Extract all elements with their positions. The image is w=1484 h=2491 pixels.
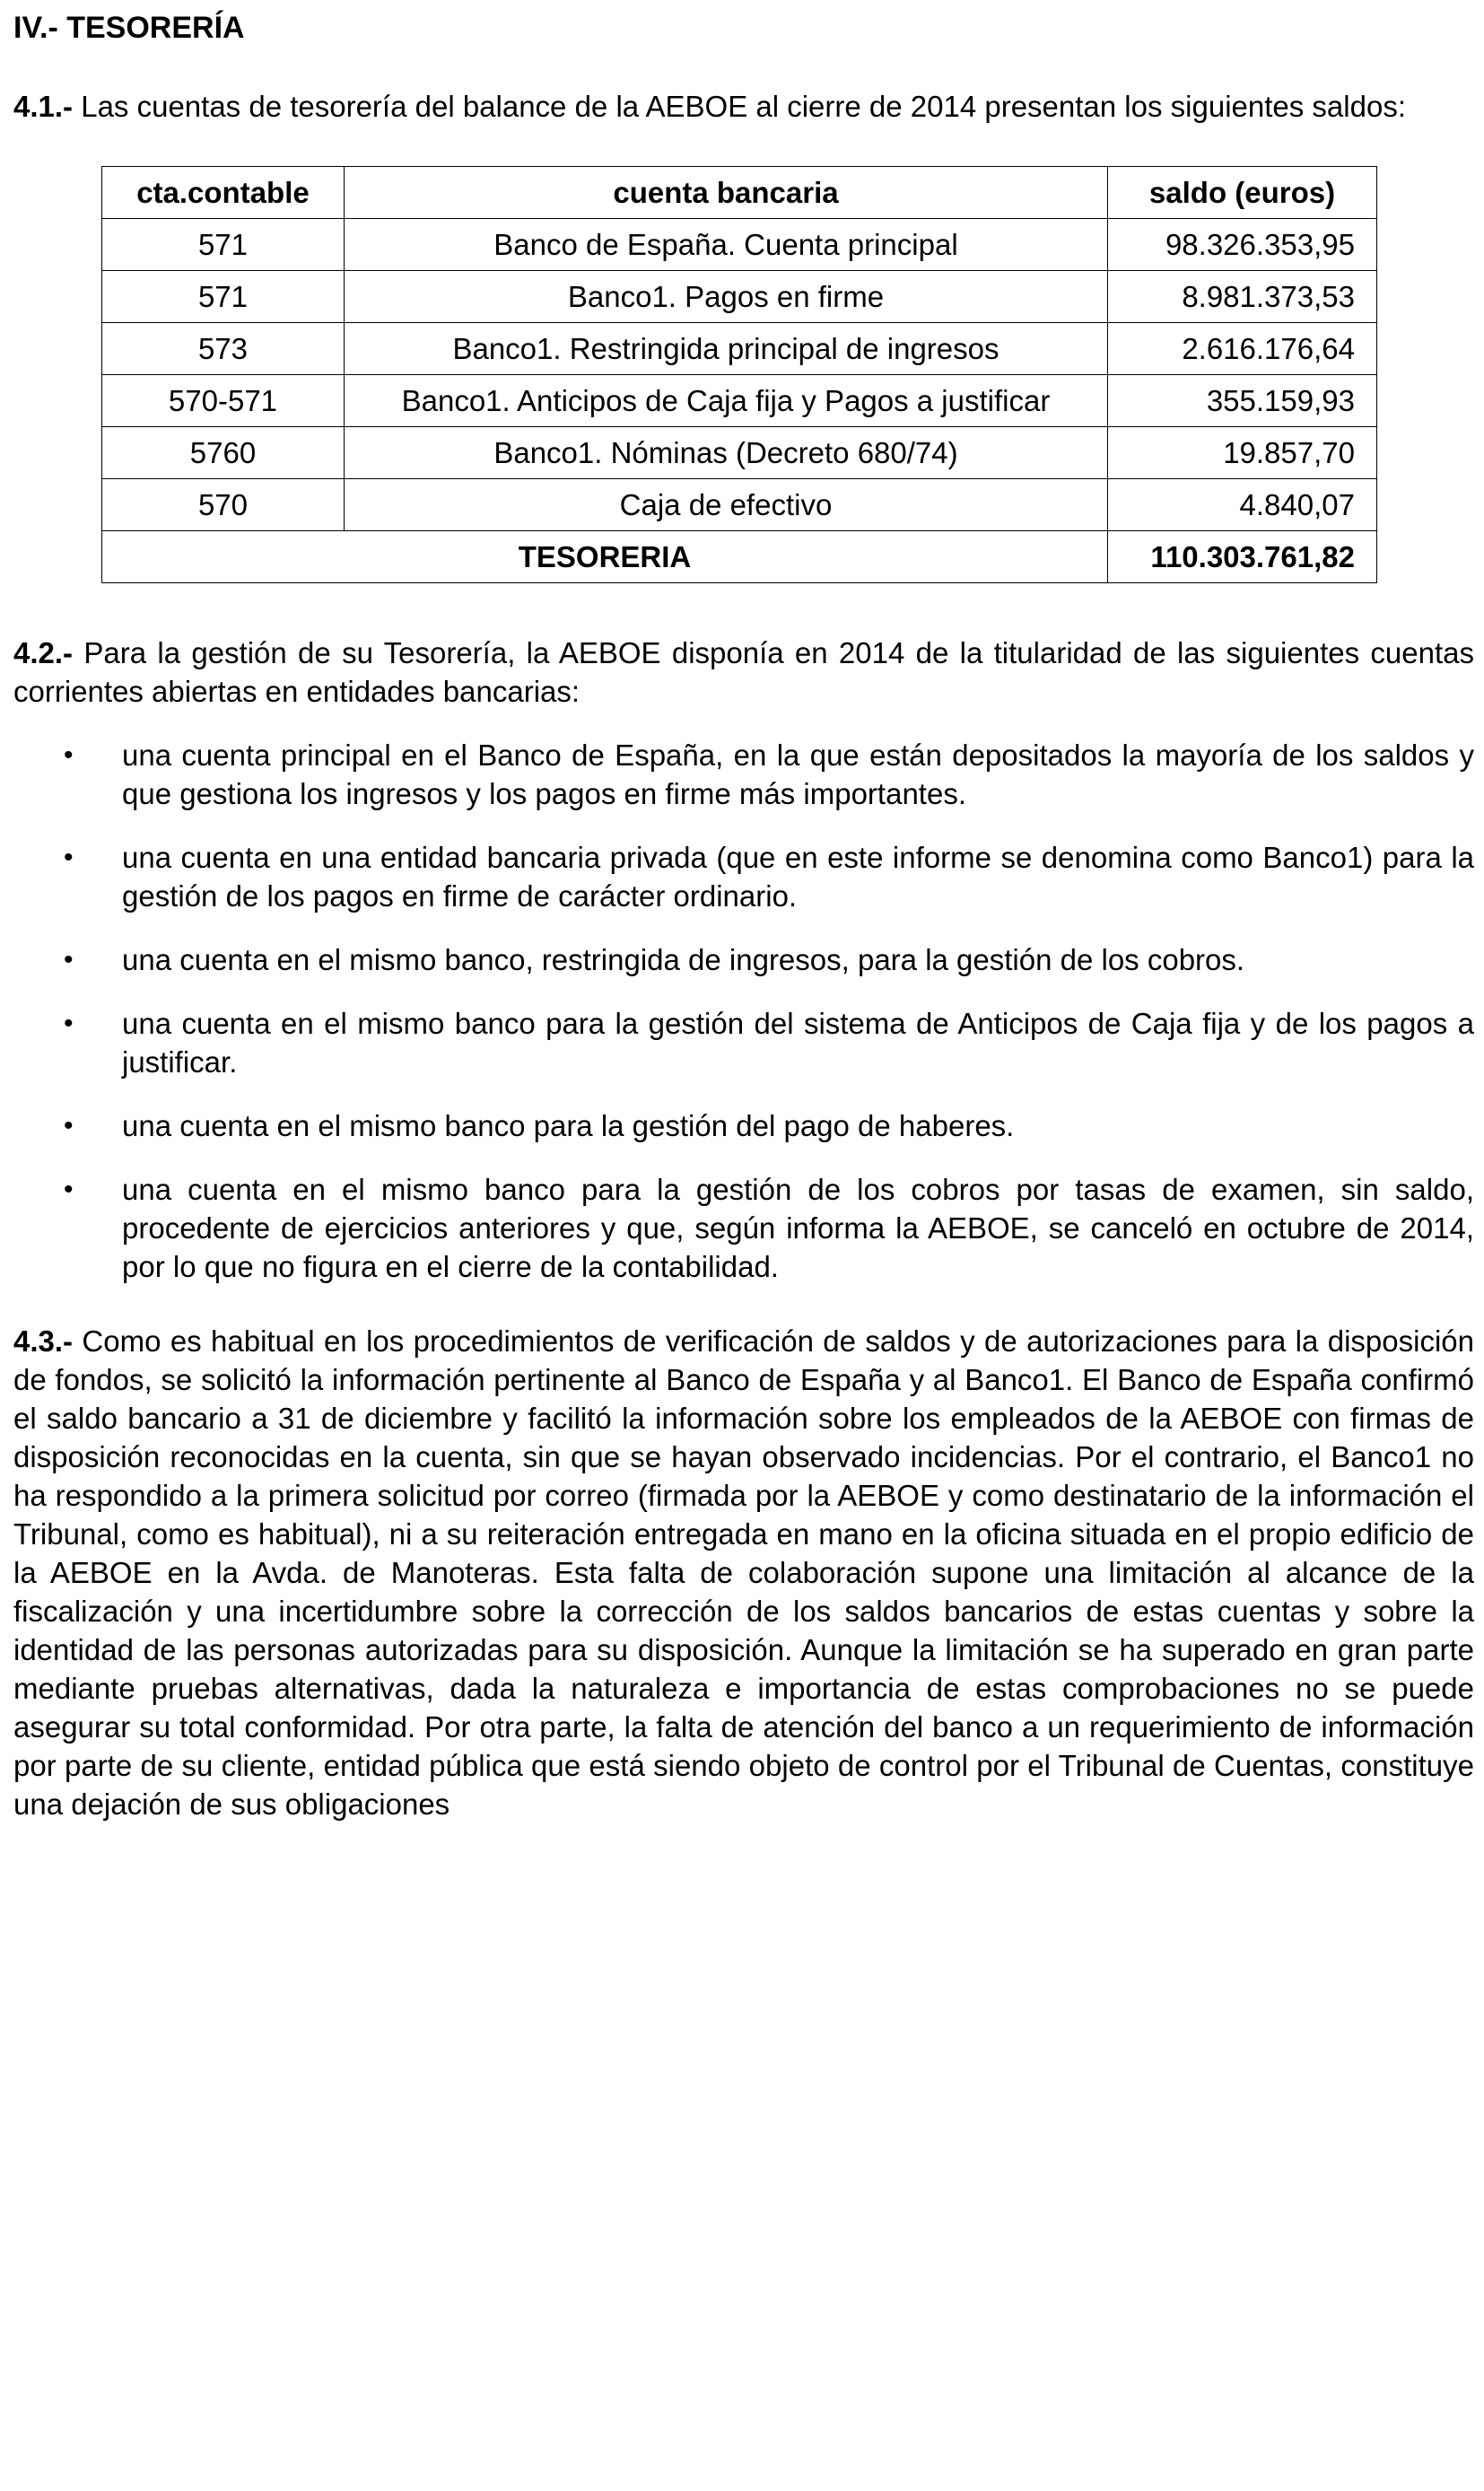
list-item bbox=[13, 940, 1474, 979]
column-header-cta: cta.contable bbox=[102, 167, 345, 219]
list-item-text: una cuenta en el mismo banco para la gestión del pago de haberes. bbox=[122, 1109, 1015, 1142]
cell-cuenta: Banco de España. Cuenta principal bbox=[344, 219, 1107, 271]
paragraph-text: Las cuentas de tesorería del balance de la AEBOE al cierre de 2014 presentan los siguientes saldos: bbox=[73, 90, 1406, 123]
paragraph-number: 4.2.- bbox=[13, 636, 74, 669]
table-row bbox=[102, 323, 1377, 375]
total-label: TESORERIA bbox=[102, 531, 1108, 583]
treasury-balances-table bbox=[101, 166, 1377, 583]
bullet-icon: • bbox=[64, 740, 74, 770]
section-heading: IV.- TESORERÍA bbox=[13, 11, 245, 45]
cell-saldo: 19.857,70 bbox=[1108, 427, 1377, 479]
paragraph-4-3 bbox=[13, 1322, 1474, 1823]
column-header-cuenta: cuenta bancaria bbox=[344, 167, 1107, 219]
list-item-text: una cuenta en el mismo banco para la gestión de los cobros por tasas de examen, sin saldo, procedente de ejercicios anteriores y que, según informa la AEBOE, se canceló en octubre de 2014, por lo que no figura en el cierre de la contabilidad. bbox=[122, 1173, 1474, 1283]
table-row bbox=[102, 375, 1377, 427]
list-item-text: una cuenta principal en el Banco de España, en la que están depositados la mayoría de los saldos y que gestiona los ingresos y los pagos en firme más importantes. bbox=[122, 739, 1474, 810]
paragraph-text: Como es habitual en los procedimientos de verificación de saldos y de autorizaciones para la disposición de fondos, se solicitó la información pertinente al Banco de España y al Banco1. El Banco de España confirmó el saldo bancario a 31 de diciembre y facilitó la información sobre los empleados de la AEBOE con firmas de disposición reconocidas en la cuenta, sin que se hayan observado incidencias. Por el contrario, el Banco1 no ha respondido a la primera solicitud por correo (firmada por la AEBOE y como destinatario de la información el Tribunal, como es habitual), ni a su reiteración entregada en mano en la oficina situada en el propio edificio de la AEBOE en la Avda. de Manoteras. Esta falta de colaboración supone una limitación al alcance de la fiscalización y una incertidumbre sobre la corrección de los saldos bancarios de estas cuentas y sobre la identidad de las personas autorizadas para su disposición. Aunque la limitación se ha superado en gran parte mediante pruebas alternativas, dada la naturaleza e importancia de estas comprobaciones no se puede asegurar su total conformidad. Por otra parte, la falta de atención del banco a un requerimiento de información por parte de su cliente, entidad pública que está siendo objeto de control por el Tribunal de Cuentas, constituye una dejación de sus obligaciones bbox=[13, 1324, 1474, 1821]
cell-saldo: 2.616.176,64 bbox=[1108, 323, 1377, 375]
bullet-icon: • bbox=[64, 1009, 74, 1038]
paragraph-number: 4.3.- bbox=[13, 1324, 74, 1358]
cell-cuenta: Caja de efectivo bbox=[344, 479, 1107, 531]
paragraph-number: 4.1.- bbox=[13, 90, 74, 123]
accounts-bullet-list bbox=[13, 736, 1474, 1286]
cell-cta: 573 bbox=[102, 323, 345, 375]
table-row bbox=[102, 219, 1377, 271]
bullet-icon: • bbox=[64, 945, 74, 975]
list-item-text: una cuenta en el mismo banco para la gestión del sistema de Anticipos de Caja fija y de los pagos a justificar. bbox=[122, 1007, 1474, 1079]
cell-cta: 571 bbox=[102, 271, 345, 323]
cell-saldo: 8.981.373,53 bbox=[1108, 271, 1377, 323]
table-row bbox=[102, 427, 1377, 479]
total-value: 110.303.761,82 bbox=[1108, 531, 1377, 583]
paragraph-text: Para la gestión de su Tesorería, la AEBOE disponía en 2014 de la titularidad de las siguientes cuentas corrientes abiertas en entidades bancarias: bbox=[13, 636, 1474, 708]
list-item bbox=[13, 1170, 1474, 1286]
list-item bbox=[13, 1106, 1474, 1145]
table-row bbox=[102, 271, 1377, 323]
cell-cuenta: Banco1. Anticipos de Caja fija y Pagos a justificar bbox=[344, 375, 1107, 427]
paragraph-4-2 bbox=[13, 634, 1474, 711]
list-item-text: una cuenta en el mismo banco, restringida de ingresos, para la gestión de los cobros. bbox=[122, 943, 1245, 976]
list-item bbox=[13, 1004, 1474, 1081]
cell-saldo: 4.840,07 bbox=[1108, 479, 1377, 531]
paragraph-4-1 bbox=[13, 87, 1474, 126]
table-total-row bbox=[102, 531, 1377, 583]
list-item bbox=[13, 838, 1474, 915]
table-row bbox=[102, 479, 1377, 531]
cell-cuenta: Banco1. Pagos en firme bbox=[344, 271, 1107, 323]
table-header-row bbox=[102, 167, 1377, 219]
bullet-icon: • bbox=[64, 843, 74, 872]
cell-cta: 570-571 bbox=[102, 375, 345, 427]
list-item-text: una cuenta en una entidad bancaria privada (que en este informe se denomina como Banco1) para la gestión de los pagos en firme de carácter ordinario. bbox=[122, 841, 1474, 913]
cell-cta: 5760 bbox=[102, 427, 345, 479]
cell-saldo: 355.159,93 bbox=[1108, 375, 1377, 427]
document-page bbox=[13, 9, 1474, 1823]
cell-saldo: 98.326.353,95 bbox=[1108, 219, 1377, 271]
cell-cuenta: Banco1. Nóminas (Decreto 680/74) bbox=[344, 427, 1107, 479]
column-header-saldo: saldo (euros) bbox=[1108, 167, 1377, 219]
cell-cta: 570 bbox=[102, 479, 345, 531]
bullet-icon: • bbox=[64, 1111, 74, 1141]
cell-cta: 571 bbox=[102, 219, 345, 271]
cell-cuenta: Banco1. Restringida principal de ingresos bbox=[344, 323, 1107, 375]
list-item bbox=[13, 736, 1474, 813]
bullet-icon: • bbox=[64, 1175, 74, 1204]
